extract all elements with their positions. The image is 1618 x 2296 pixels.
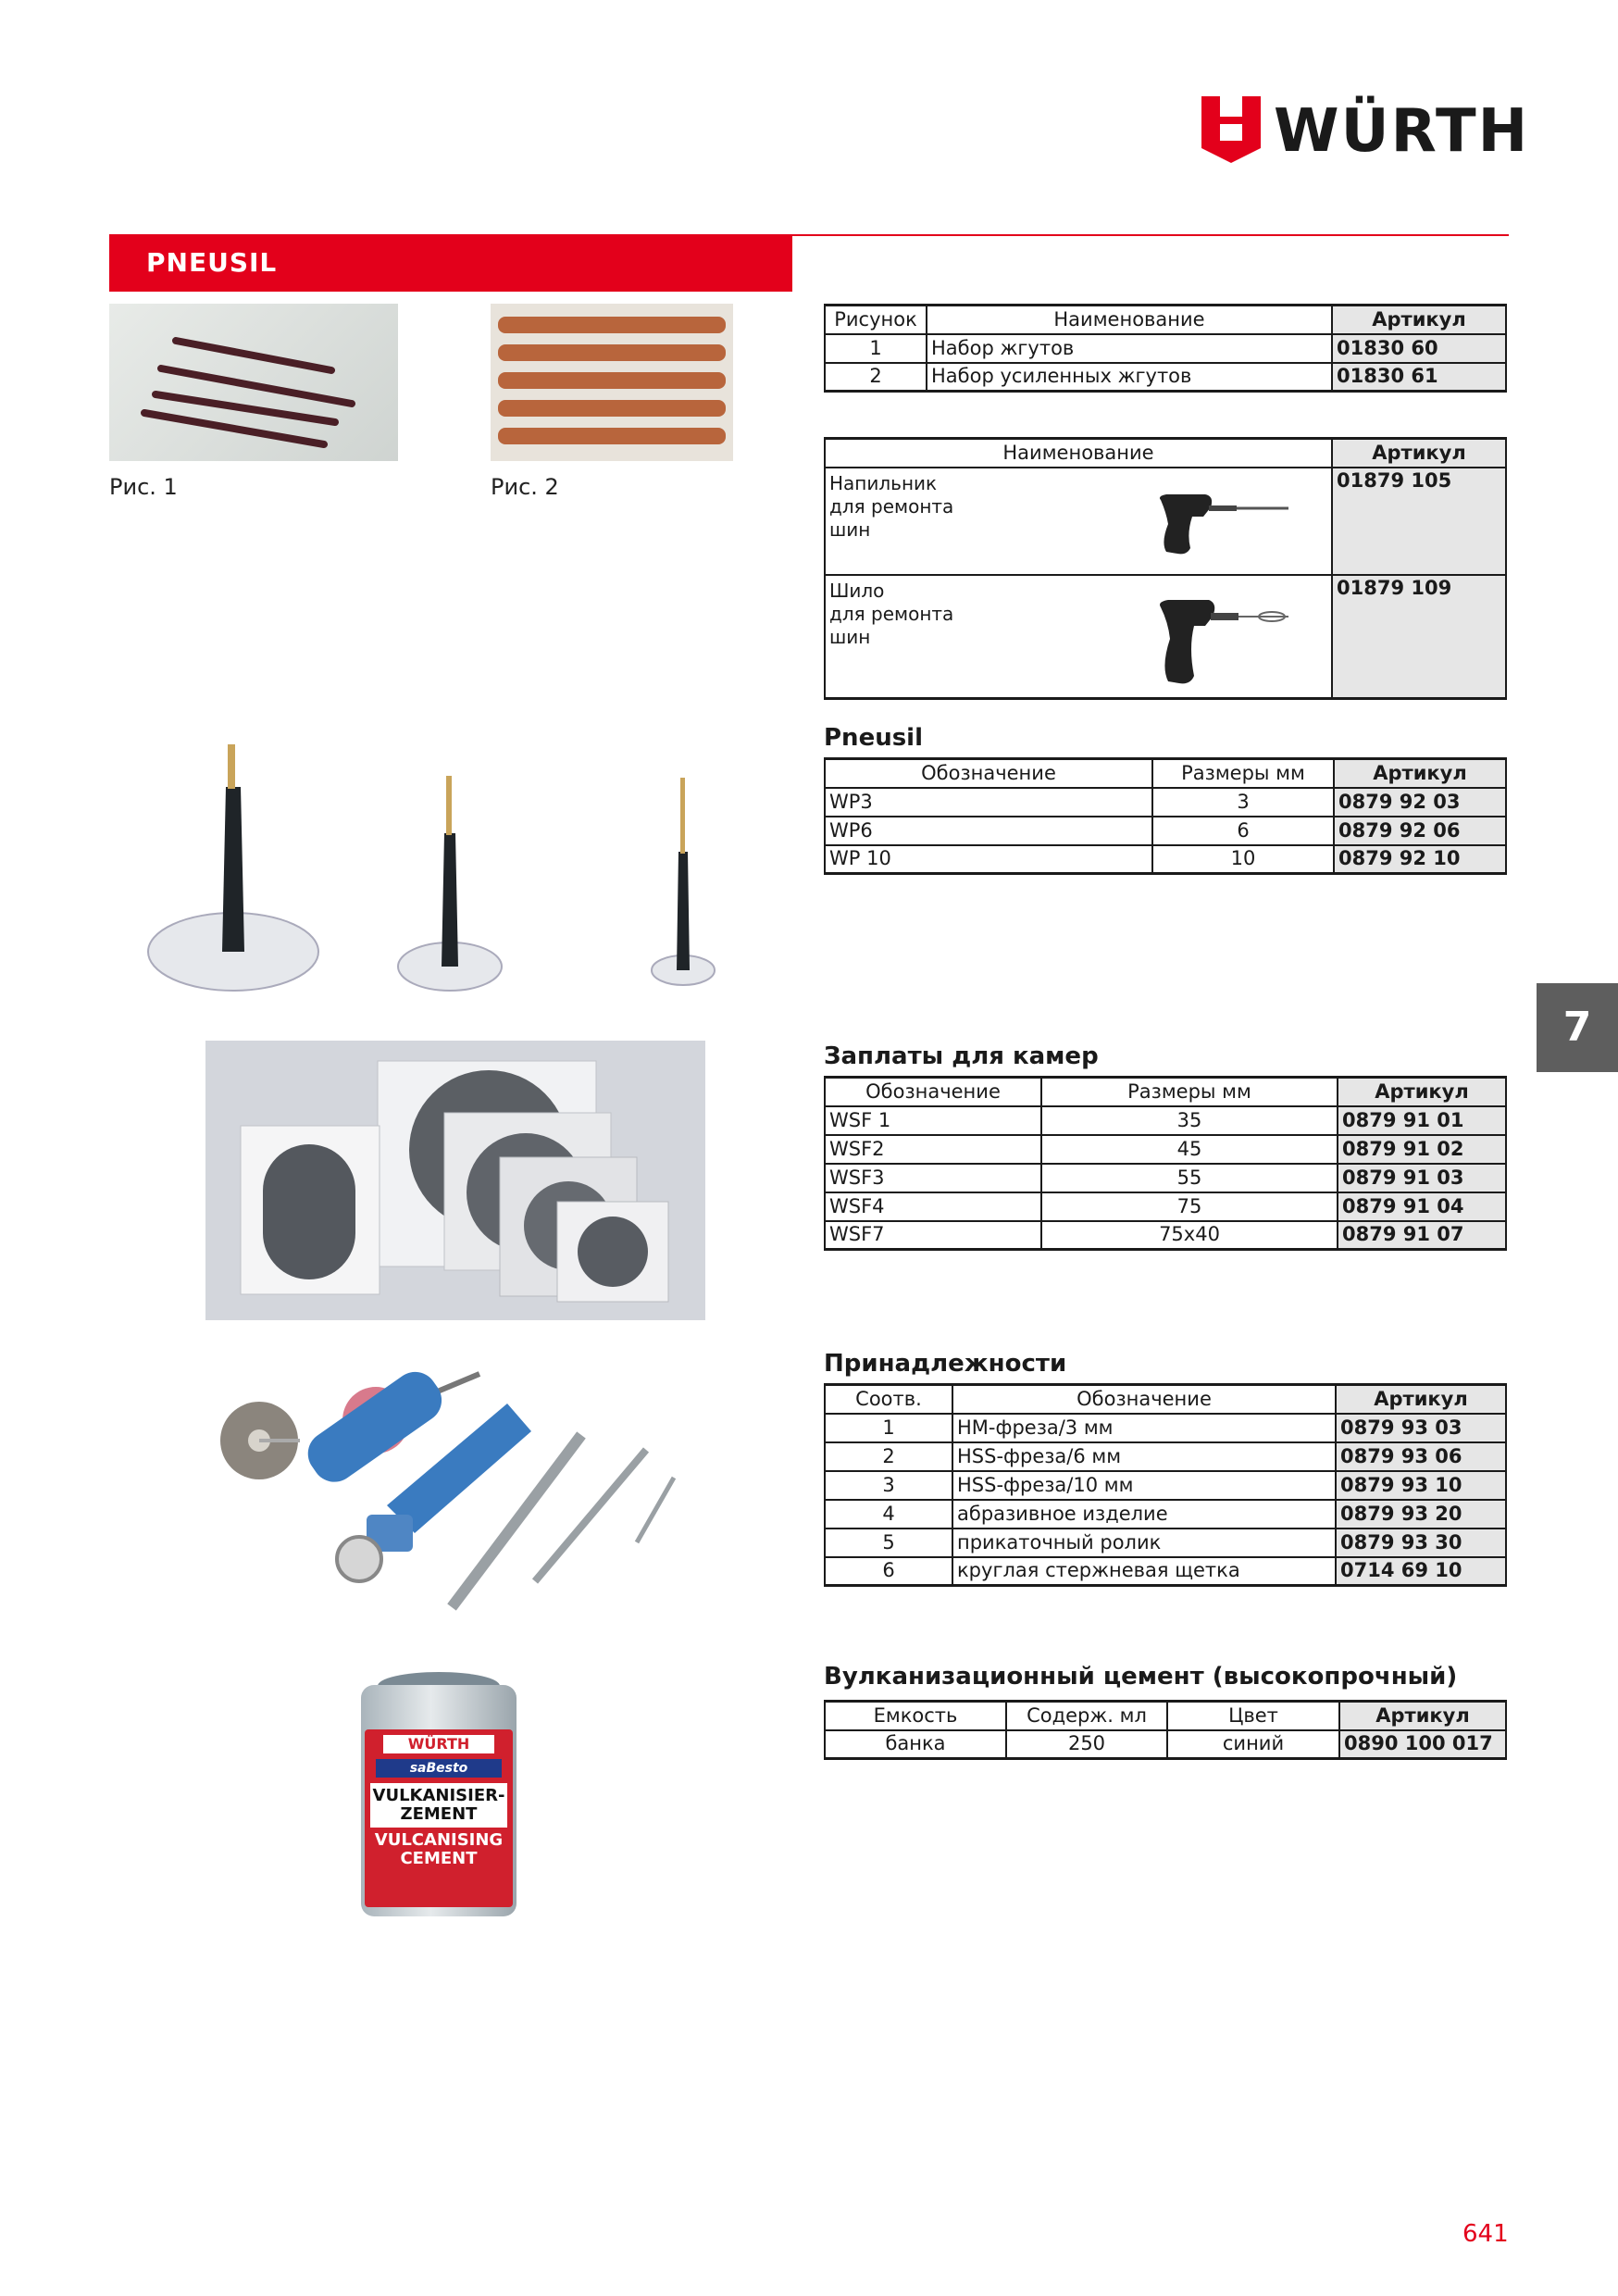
- cell-ref: 6: [825, 1557, 952, 1586]
- table-row: [825, 575, 1506, 699]
- patches-table: [824, 1076, 1507, 1251]
- tube-patches-photo: [205, 1041, 705, 1320]
- wurth-logo: [1201, 96, 1530, 167]
- col-header-color: Цвет: [1167, 1702, 1339, 1730]
- accessories-image: [211, 1366, 692, 1624]
- page-number: 641: [1462, 2220, 1509, 2248]
- cell-name: HM-фреза/3 мм: [952, 1414, 1336, 1442]
- cell-name: HSS-фреза/10 мм: [952, 1471, 1336, 1500]
- col-header-article: Артикул: [1332, 306, 1506, 334]
- col-header-article: Артикул: [1332, 439, 1506, 468]
- cell-article: 0890 100 017: [1339, 1730, 1506, 1759]
- repair-tools-table: [824, 437, 1507, 700]
- cell-size: 75: [1041, 1192, 1338, 1221]
- accessories-table-title: Принадлежности: [824, 1350, 1067, 1378]
- col-header-code: Обозначение: [825, 759, 1152, 788]
- cell-figure: 2: [825, 363, 927, 392]
- table-row: [825, 1442, 1506, 1471]
- cement-table-title: Вулканизационный цемент (высокопрочный): [824, 1663, 1458, 1691]
- table-row: [825, 1471, 1506, 1500]
- figure-1-caption: Рис. 1: [109, 474, 178, 500]
- col-header-size: Размеры мм: [1152, 759, 1334, 788]
- cell-article: 01879 109: [1332, 575, 1506, 699]
- col-header-size: Размеры мм: [1041, 1078, 1338, 1106]
- tool-name-line: Напильник: [829, 471, 938, 494]
- cell-article: 0879 93 30: [1336, 1529, 1506, 1557]
- can-label-text: ZEMENT: [400, 1804, 478, 1824]
- col-header-article: Артикул: [1334, 759, 1506, 788]
- cell-article: 0879 91 03: [1338, 1164, 1506, 1192]
- table-row: [825, 1221, 1506, 1250]
- tube-patches-image: [205, 1041, 705, 1320]
- figure-2-photo: [491, 304, 733, 461]
- pneusil-plugs-image: [139, 731, 741, 1000]
- tool-name-line: Шило: [829, 579, 885, 602]
- pneusil-table-title: Pneusil: [824, 724, 924, 752]
- tool-name-line: для ремонта: [829, 602, 954, 625]
- cell-article: 0879 93 06: [1336, 1442, 1506, 1471]
- cell-code: WP3: [825, 788, 1152, 817]
- tool-name-line: шин: [829, 518, 871, 541]
- tire-plug-strips-image: [109, 304, 398, 461]
- cell-code: WSF4: [825, 1192, 1041, 1221]
- cell-ref: 4: [825, 1500, 952, 1529]
- col-header-name: Наименование: [825, 439, 1332, 468]
- table-row: [825, 1529, 1506, 1557]
- table-row: [825, 1414, 1506, 1442]
- col-header-ref: Соотв.: [825, 1385, 952, 1414]
- figure-2-caption: Рис. 2: [491, 474, 559, 500]
- pneusil-table: [824, 757, 1507, 875]
- table-row: [825, 1192, 1506, 1221]
- cell-name: Набор усиленных жгутов: [927, 363, 1332, 392]
- col-header-article: Артикул: [1339, 1702, 1506, 1730]
- col-header-name: Обозначение: [952, 1385, 1336, 1414]
- cell-name: [825, 575, 1332, 699]
- tool-name-line: для ремонта: [829, 494, 954, 518]
- cell-ref: 5: [825, 1529, 952, 1557]
- cell-article: 0879 93 10: [1336, 1471, 1506, 1500]
- cell-code: WSF7: [825, 1221, 1041, 1250]
- cell-article: 0879 91 01: [1338, 1106, 1506, 1135]
- col-header-code: Обозначение: [825, 1078, 1041, 1106]
- cell-ref: 3: [825, 1471, 952, 1500]
- cell-article: 0879 92 10: [1334, 845, 1506, 874]
- col-header-article: Артикул: [1336, 1385, 1506, 1414]
- table-row: [825, 1106, 1506, 1135]
- section-title-band: [109, 234, 792, 292]
- cell-article: 0879 93 20: [1336, 1500, 1506, 1529]
- tire-rasp-tool-image: [1150, 487, 1298, 561]
- cell-name: прикаточный ролик: [952, 1529, 1336, 1557]
- cell-size: 3: [1152, 788, 1334, 817]
- table-row: [825, 1164, 1506, 1192]
- cell-size: 10: [1152, 845, 1334, 874]
- can-label-text: VULKANISIER-: [372, 1786, 505, 1805]
- tool-name-line: шин: [829, 625, 871, 648]
- cell-article: 0879 92 06: [1334, 817, 1506, 845]
- cell-code: WP 10: [825, 845, 1152, 874]
- cell-article: 0879 91 02: [1338, 1135, 1506, 1164]
- cell-code: WSF2: [825, 1135, 1041, 1164]
- chapter-tab: 7: [1537, 983, 1618, 1072]
- col-header-figure: Рисунок: [825, 306, 927, 334]
- tire-awl-tool-image: [1150, 593, 1298, 694]
- cell-size: 45: [1041, 1135, 1338, 1164]
- table-row: [825, 363, 1506, 392]
- cell-ref: 1: [825, 1414, 952, 1442]
- accessories-table: [824, 1383, 1507, 1587]
- reinforced-plug-strips-image: [491, 304, 733, 461]
- cell-article: 0714 69 10: [1336, 1557, 1506, 1586]
- figure-1-photo: [109, 304, 398, 461]
- cell-article: 0879 93 03: [1336, 1414, 1506, 1442]
- col-header-name: Наименование: [927, 306, 1332, 334]
- cell-name: Набор жгутов: [927, 334, 1332, 363]
- table-row: [825, 334, 1506, 363]
- cell-color: синий: [1167, 1730, 1339, 1759]
- can-label-text: VULCANISING: [374, 1830, 504, 1850]
- can-label-brand: WÜRTH: [383, 1735, 494, 1753]
- col-header-container: Емкость: [825, 1702, 1006, 1730]
- table-row: [825, 788, 1506, 817]
- can-label-text: CEMENT: [400, 1849, 478, 1868]
- cell-figure: 1: [825, 334, 927, 363]
- table-row: [825, 1557, 1506, 1586]
- table-row: [825, 1135, 1506, 1164]
- cement-table: [824, 1700, 1507, 1760]
- strips-table: [824, 304, 1507, 393]
- cell-volume: 250: [1006, 1730, 1167, 1759]
- section-title: PNEUSIL: [146, 247, 278, 278]
- cell-name: круглая стержневая щетка: [952, 1557, 1336, 1586]
- cell-article: 0879 91 07: [1338, 1221, 1506, 1250]
- cell-name: абразивное изделие: [952, 1500, 1336, 1529]
- table-row: [825, 817, 1506, 845]
- cell-name: HSS-фреза/6 мм: [952, 1442, 1336, 1471]
- table-row: [825, 1730, 1506, 1759]
- cell-article: 01879 105: [1332, 468, 1506, 575]
- patches-table-title: Заплаты для камер: [824, 1042, 1099, 1070]
- table-row: [825, 468, 1506, 575]
- brand-name: WÜRTH: [1274, 97, 1530, 166]
- wurth-logo-mark-icon: [1201, 96, 1261, 163]
- cell-ref: 2: [825, 1442, 952, 1471]
- cell-code: WP6: [825, 817, 1152, 845]
- cell-code: WSF3: [825, 1164, 1041, 1192]
- cell-article: 01830 60: [1332, 334, 1506, 363]
- table-row: [825, 1500, 1506, 1529]
- cell-code: WSF 1: [825, 1106, 1041, 1135]
- table-row: [825, 845, 1506, 874]
- vulcanising-cement-can-image: [361, 1672, 517, 1924]
- cell-article: 0879 91 04: [1338, 1192, 1506, 1221]
- col-header-volume: Содерж. мл: [1006, 1702, 1167, 1730]
- col-header-article: Артикул: [1338, 1078, 1506, 1106]
- cell-article: 01830 61: [1332, 363, 1506, 392]
- can-label-product-line: saBesto: [376, 1759, 502, 1778]
- cell-size: 75x40: [1041, 1221, 1338, 1250]
- cell-size: 6: [1152, 817, 1334, 845]
- cell-article: 0879 92 03: [1334, 788, 1506, 817]
- cell-size: 35: [1041, 1106, 1338, 1135]
- cell-size: 55: [1041, 1164, 1338, 1192]
- cell-container: банка: [825, 1730, 1006, 1759]
- cell-name: [825, 468, 1332, 575]
